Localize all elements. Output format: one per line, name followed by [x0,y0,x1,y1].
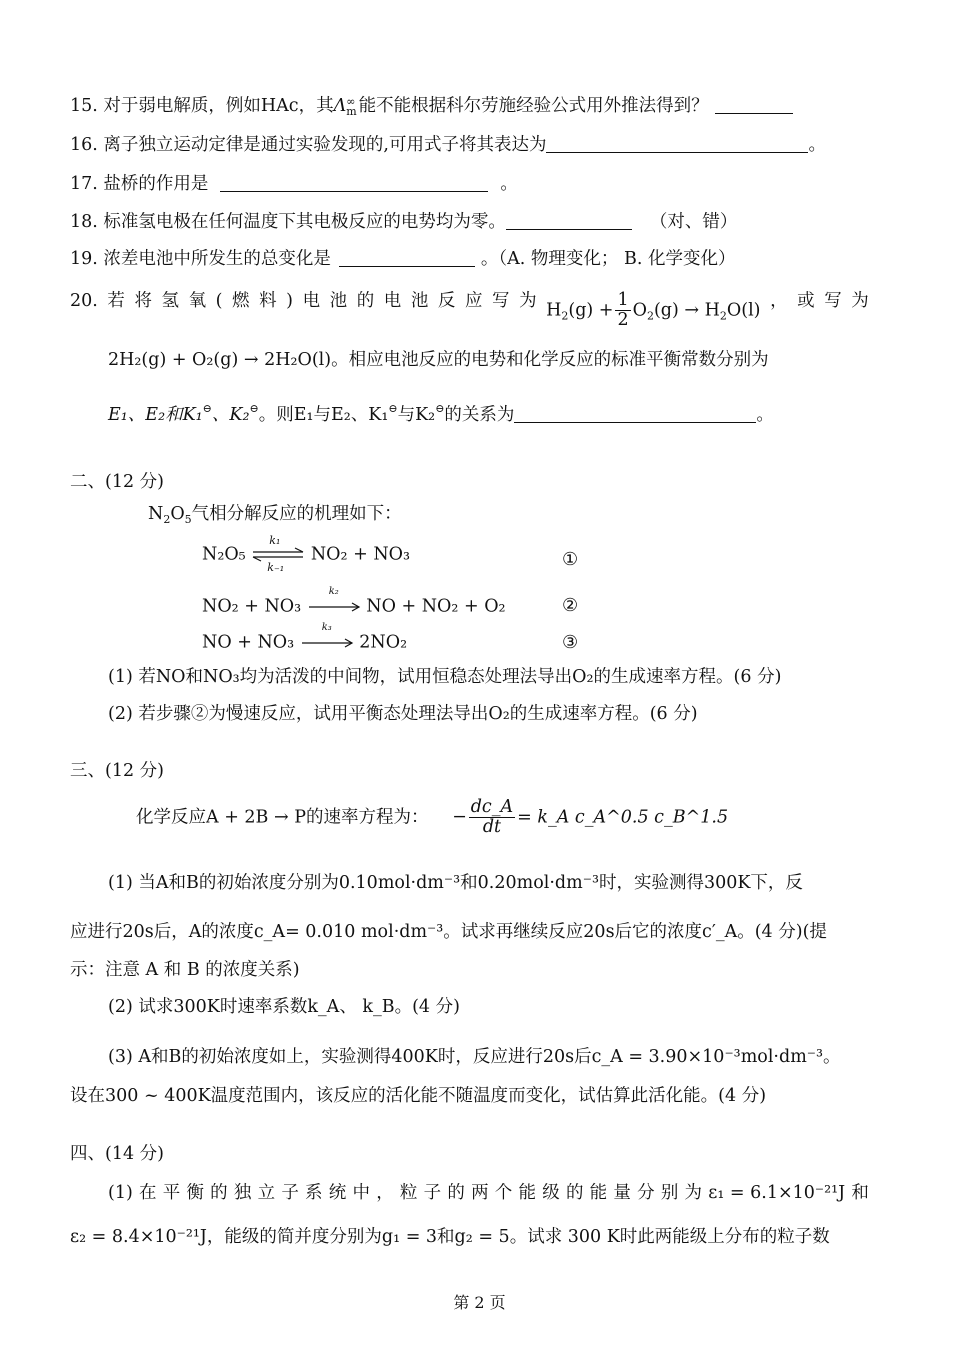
fraction-half [615,291,630,331]
section-2-intro: $N_2O_5$气相分解反应的机理如下： [148,504,402,526]
section-3-heading: 三、(12 分) [70,761,164,781]
q20-char: 若 [107,291,125,311]
reaction-1-marker: ① [562,549,579,570]
q20-char: 为 [519,291,537,311]
s4-char: 立 [257,1183,276,1203]
eq-part: O [632,300,647,321]
q15-answer-blank[interactable] [715,112,793,114]
s4-char: 的 [447,1183,465,1203]
s4-char: 量 [613,1183,631,1203]
s4-char: 的 [565,1183,584,1203]
q17-end: 。 [500,174,518,194]
section-2-part-2: (2) 若步骤②为慢速反应，试用平衡态处理法导出O₂的生成速率方程。(6 分) [108,704,698,724]
s4-char: 在 [139,1183,157,1203]
theta-symbol: ⊖ [388,402,398,415]
s4-char: 个 [494,1183,513,1203]
s4-char: 的 [210,1183,228,1203]
q20-char: 的 [356,291,375,311]
section-4-part-1-line-1 [108,1183,869,1204]
eq-part: O(l) [726,300,761,321]
question-18 [70,212,737,233]
s4-char: 级 [542,1183,560,1203]
q20-char: 电 [302,291,321,311]
theta-symbol: ⊖ [202,402,212,415]
q20-char: ( [215,291,223,311]
intro-part: O [170,504,185,524]
q18-choice: （对、错） [649,212,738,232]
s4-char: 平 [162,1183,181,1203]
q15-text: 15. 对于弱电解质，例如HAc，其 [70,96,334,116]
section-3-part-1-line-3: 示：注意 A 和 B 的浓度关系) [70,960,300,980]
question-20-line-2 [108,350,769,371]
reaction-2-left: NO₂ + NO₃ [202,596,302,617]
q18-text: 18. 标准氢电极在任何温度下其电极反应的电势均为零。 [70,212,506,232]
q16-answer-blank[interactable] [546,151,808,153]
forward-arrow-svg [307,592,361,622]
q19-text: 19. 浓差电池中所发生的总变化是 [70,249,331,269]
s4-char: 系 [305,1183,323,1203]
q20-equation-2: 2H₂(g) + O₂(g) → 2H₂O(l) [108,350,332,370]
q20-char: ) [286,291,293,311]
q15-rest: 能不能根据科尔劳施经验公式用外推法得到？ [358,96,709,116]
q20-char: 或 [797,291,815,311]
s4-char: 衡 [186,1183,204,1203]
rate-rhs: = k_A c_A^0.5 c_B^1.5 [517,807,729,828]
q20-char: 写 [824,291,842,311]
intro-part: 气相分解反应的机理如下： [191,504,402,524]
question-20-line-1 [70,291,869,331]
equilibrium-arrow-icon [251,534,305,574]
section-3-part-2: (2) 试求300K时速率系数k_A、 k_B。(4 分) [108,997,460,1017]
s4-char: 别 [660,1183,679,1203]
q19-choice: 。（A. 物理变化； B. 化学变化） [480,249,736,269]
reaction-3-right: 2NO₂ [359,632,408,653]
q17-text: 17. 盐桥的作用是 [70,174,209,194]
s4-char: ， [376,1183,394,1203]
section-2-heading: 二、(12 分) [70,472,164,492]
question-15 [70,96,793,117]
s4-char: 中 [352,1183,370,1203]
reaction-3-marker: ③ [562,632,579,653]
q20-equation-1: $H_2(g)$ + $\frac{1}{2}$ $O_2(g) \to H_2O(l)$ [546,290,761,331]
s4-char: 子 [423,1183,442,1203]
q15-symbol: Λ [333,96,347,116]
s4-char: 独 [233,1183,252,1203]
question-20-line-3 [108,402,774,426]
section-3-part-3-line-2: 设在300 ~ 400K温度范围内，该反应的活化能不随温度而变化，试估算此活化能。(4 分) [70,1086,767,1106]
q20-symbols-a: E₁、E₂和K₁ [108,405,203,425]
q20-relation-label: 的关系为 [444,405,515,425]
q19-answer-blank[interactable] [339,265,475,267]
q20-char: 将 [134,291,152,311]
section-3-part-1-line-1: (1) 当A和B的初始浓度分别为0.10mol·dm⁻³和0.20mol·dm⁻³时，实验测得300K下，反 [108,873,803,893]
rate-den: dt [482,817,502,838]
rate-fraction [469,798,515,838]
q15-sub: m [346,104,357,118]
q20-symbols-d: 与K₂ [397,405,436,425]
s4-char: 统 [328,1183,347,1203]
eq-part: (g) → H [653,300,720,321]
theta-symbol: ⊖ [249,402,259,415]
q20-char: 氢 [161,291,180,311]
question-19 [70,249,735,270]
forward-arrow-icon [307,586,361,622]
k-1-label: k₋₁ [267,561,285,574]
s4-char: 分 [637,1183,655,1203]
section-4-part-1-line-2: ε₂ = 8.4×10⁻²¹J，能级的简并度分别为g₁ = 3和g₂ = 5。试求 300 K时此两能级上分布的粒子数 [70,1227,830,1247]
s4-char: 子 [281,1183,299,1203]
section-3-part-1-line-2: 应进行20s后，A的浓度c_A= 0.010 mol·dm⁻³。试求再继续反应20s后它的浓度c′_A。(4 分)(提 [70,922,827,942]
q20-char: 写 [492,291,510,311]
q17-answer-blank[interactable] [220,190,488,192]
section-2-part-1: (1) 若NO和NO₃均为活泼的中间物，试用恒稳态处理法导出O₂的生成速率方程。(6 分) [108,667,782,687]
q20-char: 池 [410,291,429,311]
reaction-1-right: NO₂ + NO₃ [310,544,410,565]
reaction-2-right: NO + NO₂ + O₂ [366,596,506,617]
k3-label: k₃ [321,622,332,633]
section-3-part-3-line-1: (3) A和B的初始浓度如上，实验测得400K时，反应进行20s后c_A = 3.90×10⁻³mol·dm⁻³。 [108,1047,841,1067]
q20-char: 电 [383,291,402,311]
epsilon-1-value: ε₁ = 6.1×10⁻²¹J [708,1183,846,1203]
s4-char: 为 [684,1183,703,1203]
frac-num: 1 [617,290,629,310]
q20-char: 应 [464,291,483,311]
reaction-2-marker: ② [562,595,579,616]
forward-arrow-svg [300,628,354,658]
q16-text: 16. 离子独立运动定律是通过实验发现的,可用式子将其表达为 [70,135,547,155]
reaction-1 [202,534,410,574]
q20-char: 为 [851,291,869,311]
q20-char: 料 [259,291,277,311]
q20-char: 燃 [232,291,250,311]
section-4-heading: 四、(14 分) [70,1144,164,1164]
k2-label: k₂ [328,586,339,597]
q18-answer-blank[interactable] [506,228,632,230]
reaction-2 [202,586,506,622]
s4-char: 能 [589,1183,608,1203]
reaction-3 [202,622,408,658]
q20-symbols-c: 。则E₁与E₂、K₁ [258,405,389,425]
q20-char: 反 [437,291,456,311]
s4-char: 两 [471,1183,489,1203]
q20-line-2-text: 。相应电池反应的电势和化学反应的标准平衡常数分别为 [331,350,769,370]
reaction-1-left: N₂O₅ [202,544,246,565]
s4-char: 能 [518,1183,537,1203]
question-17 [70,174,518,195]
q20-char: ， [770,291,788,311]
k1-label: k₁ [269,534,281,547]
q20-number: 20. [70,291,98,311]
q20-end: 。 [756,405,774,425]
intro-part: N [148,504,164,524]
s4-char: 粒 [399,1183,418,1203]
frac-den: 2 [617,310,629,331]
q20-char: 池 [329,291,348,311]
eq-part: H [546,300,562,321]
rate-intro: 化学反应A + 2B → P的速率方程为： [136,807,429,828]
q20-symbols-b: 、K₂ [211,405,250,425]
reaction-3-left: NO + NO₃ [202,632,295,653]
q20-char: 氧 [188,291,207,311]
s4-char: (1) [108,1183,133,1203]
forward-arrow-icon [300,622,354,658]
rate-num: dc_A [470,797,514,817]
q16-end: 。 [808,135,826,155]
theta-symbol: ⊖ [435,402,445,415]
rate-equation: 化学反应A + 2B → P的速率方程为： − $\frac{dc\_A}{dt}$ = k_A c_A^0.5 c_B^1.5 [136,797,729,838]
eq-part: (g) + [568,300,614,321]
q15-sup: ∞ [346,94,356,108]
question-16 [70,135,826,156]
s4-char: 和 [851,1183,869,1203]
q20-answer-blank[interactable] [514,421,756,423]
page-number: 第 2 页 [453,1293,506,1312]
